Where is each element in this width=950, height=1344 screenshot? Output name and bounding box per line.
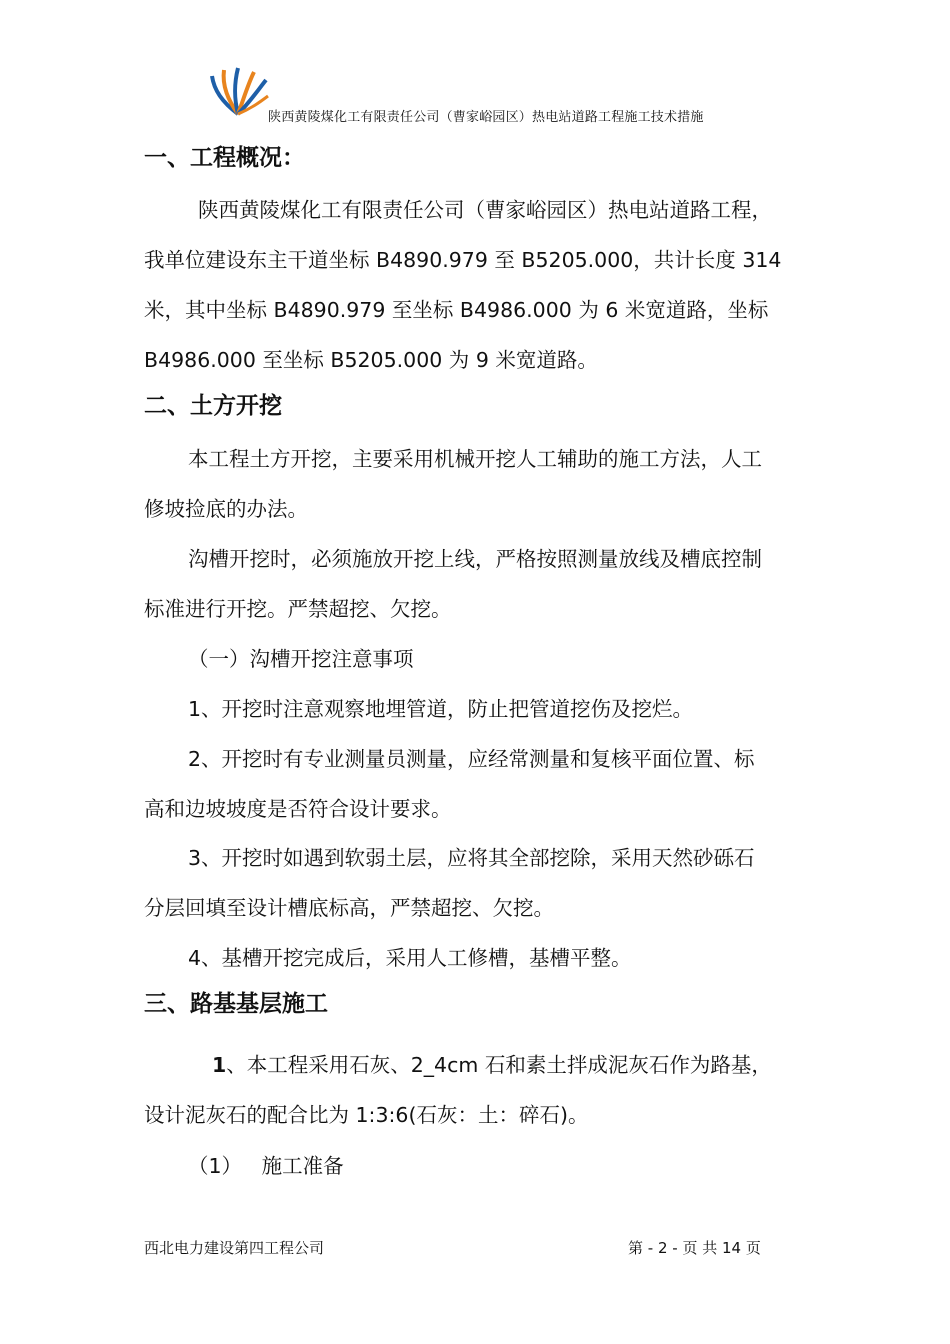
section-2-heading [144, 381, 810, 431]
section-2-paragraph-2 [144, 534, 810, 634]
paragraph-line: 本工程土方开挖，主要采用机械开挖人工辅助的施工方法，人工 [188, 447, 762, 471]
section-3-subheading [144, 1141, 810, 1191]
subheading-text: （1） 施工准备 [188, 1154, 344, 1178]
list-item-continuation: 高和边坡坡度是否符合设计要求。 [144, 797, 452, 821]
list-item: 3、开挖时如遇到软弱土层，应将其全部挖除，采用天然砂砾石 [188, 846, 755, 870]
section-2-item-4 [144, 933, 810, 983]
section-2-item-2 [144, 734, 810, 834]
paragraph-line: 修坡捡底的办法。 [144, 497, 308, 521]
item-text: 、本工程采用石灰、2_4cm 石和素土拌成泥灰石作为路基， [226, 1053, 772, 1077]
section-1-heading [144, 133, 810, 183]
section-2-item-1 [144, 684, 810, 734]
paragraph-line [144, 1040, 810, 1090]
footer-company: 西北电力建设第四工程公司 [144, 1239, 325, 1257]
paragraph-line: 我单位建设东主干道坐标 B4890.979 至 B5205.000，共计长度 314 [144, 248, 782, 272]
subheading-text: （一）沟槽开挖注意事项 [188, 647, 414, 671]
item-number: 1 [212, 1053, 227, 1077]
paragraph-line: B4986.000 至坐标 B5205.000 为 9 米宽道路。 [144, 348, 598, 372]
footer-page-number: 第 - 2 - 页 共 14 页 [628, 1239, 761, 1257]
list-item: 4、基槽开挖完成后，采用人工修槽，基槽平整。 [188, 946, 632, 970]
section-3-paragraph [144, 1040, 810, 1140]
heading-text: 一、工程概况： [144, 145, 305, 171]
paragraph-line: 设计泥灰石的配合比为 1:3:6(石灰：土：碎石)。 [144, 1103, 589, 1127]
company-logo [208, 66, 269, 118]
paragraph-line: 标准进行开挖。严禁超挖、欠挖。 [144, 597, 452, 621]
section-2-subheading [144, 634, 810, 684]
list-item: 1、开挖时注意观察地埋管道，防止把管道挖伤及挖烂。 [188, 697, 694, 721]
section-2-item-3 [144, 833, 810, 933]
heading-text: 三、路基基层施工 [144, 991, 328, 1017]
heading-text: 二、土方开挖 [144, 393, 282, 419]
paragraph-line: 米，其中坐标 B4890.979 至坐标 B4986.000 为 6 米宽道路，坐标 [144, 298, 769, 322]
list-item-continuation: 分层回填至设计槽底标高，严禁超挖、欠挖。 [144, 896, 554, 920]
section-1-paragraph [144, 185, 810, 385]
list-item: 2、开挖时有专业测量员测量，应经常测量和复核平面位置、标 [188, 747, 755, 771]
section-3-heading [144, 979, 810, 1029]
section-2-paragraph-1 [144, 434, 810, 534]
paragraph-line: 沟槽开挖时，必须施放开挖上线，严格按照测量放线及槽底控制 [188, 547, 762, 571]
paragraph-line: 陕西黄陵煤化工有限责任公司（曹家峪园区）热电站道路工程， [198, 198, 772, 222]
header-title: 陕西黄陵煤化工有限责任公司（曹家峪园区）热电站道路工程施工技术措施 [268, 110, 704, 125]
